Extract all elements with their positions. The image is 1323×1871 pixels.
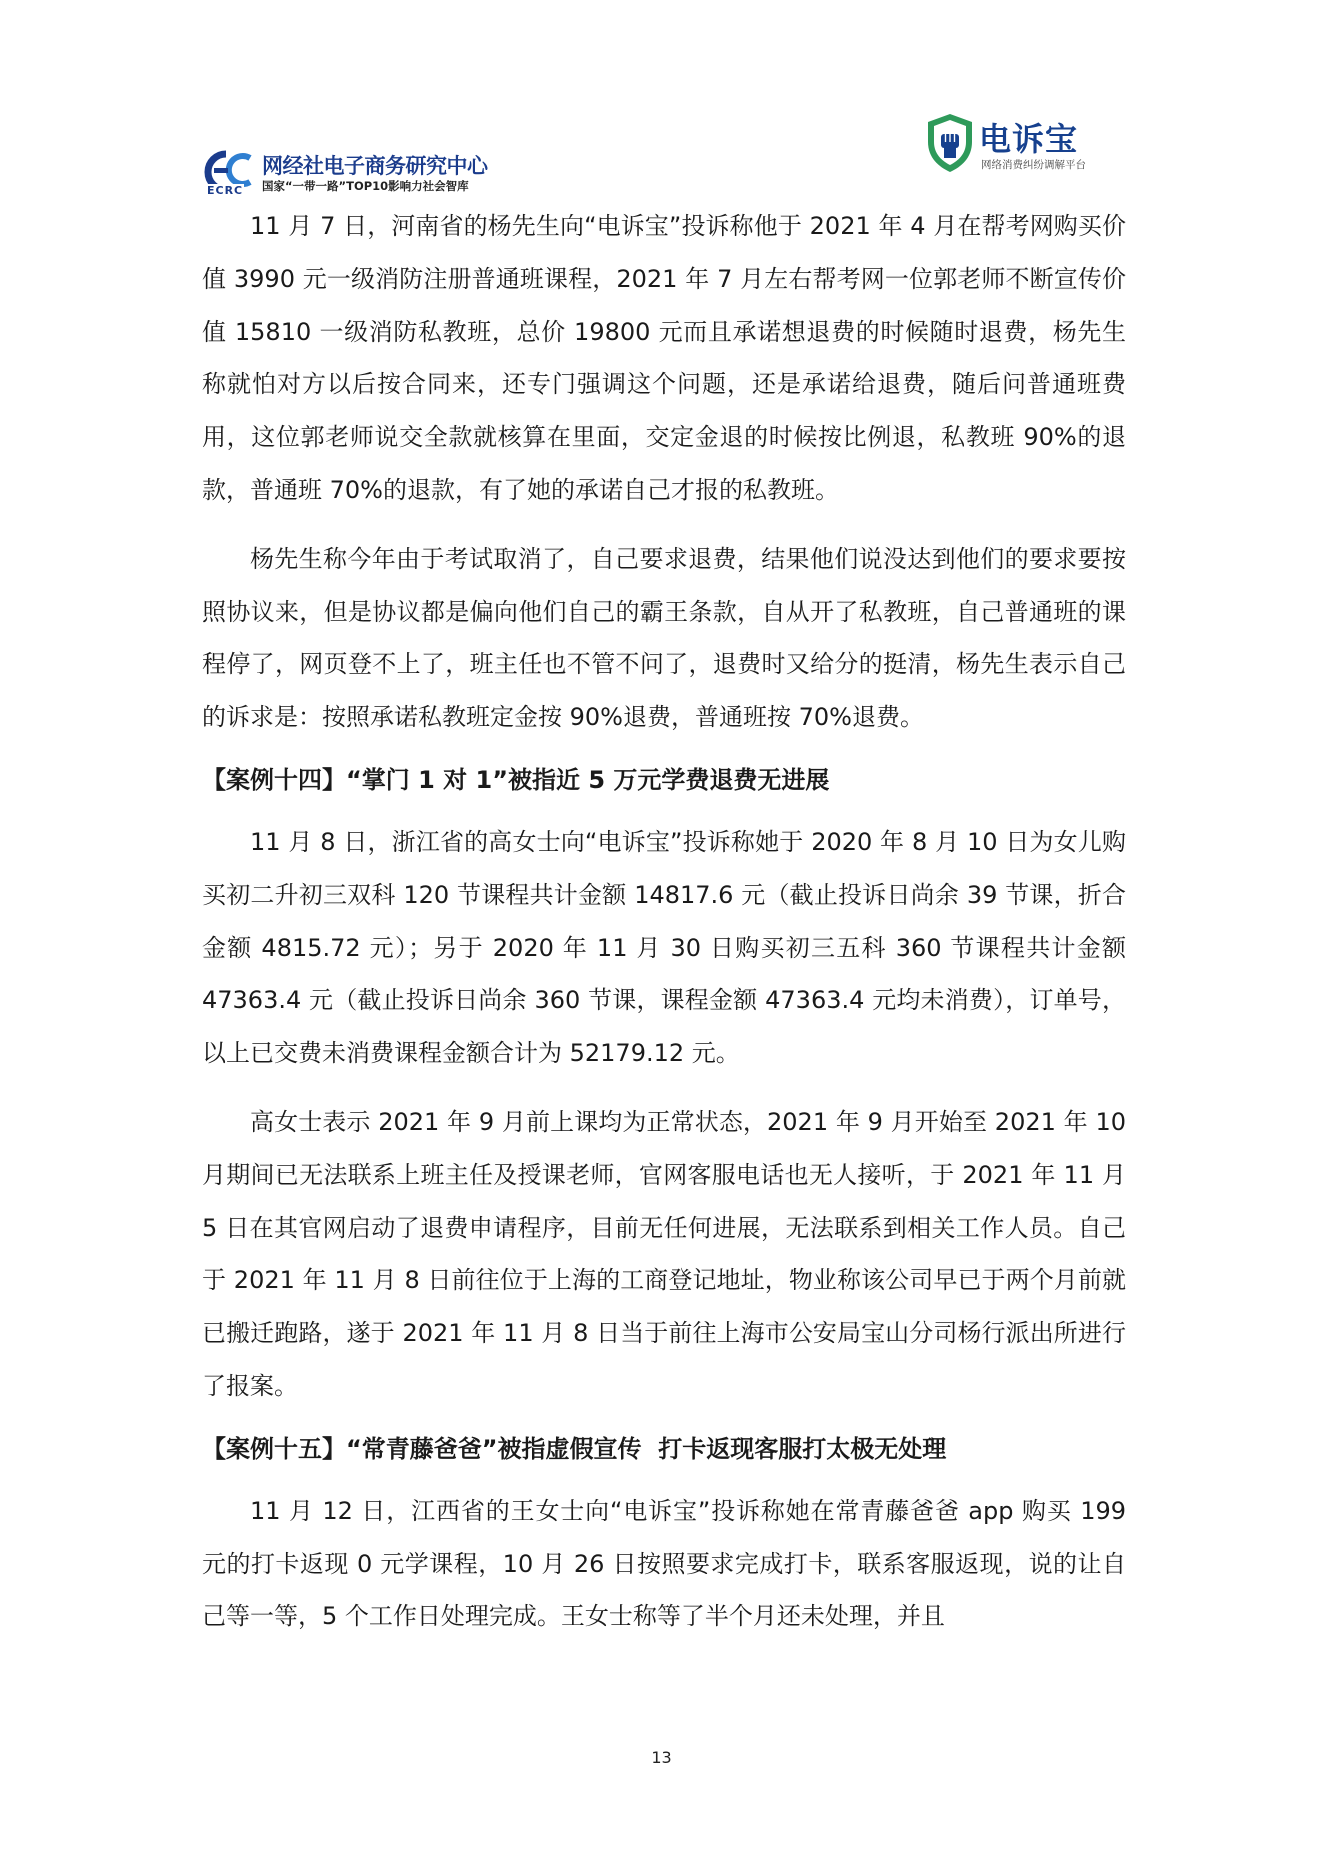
ecrc-logo (200, 148, 500, 198)
dianshubao-title: 电诉宝 (979, 120, 1079, 158)
case-14-heading: 【案例十四】“掌门 1 对 1”被指近 5 万元学费退费无进展 (202, 765, 830, 794)
shield-fist-icon (925, 112, 975, 174)
ecrc-title: 网经社电子商务研究中心 (262, 154, 488, 178)
paragraph-case14-part1: 11 月 8 日，浙江省的高女士向“电诉宝”投诉称她于 2020 年 8 月 10 日为女儿购买初二升初三双科 120 节课程共计金额 14817.6 元（截止投诉日尚余 39 节课，折合金额 4815.72 元）；另于 2020 年 11 月 30 日购买初三五科 360 节课程共计金额 47363.4 元（截止投诉日尚余 360 节课，课程金额 47363.4 元均未消费），订单号，以上已交费未消费课程金额合计为 52179.12 元。 (202, 827, 1126, 1068)
case-15-heading: 【案例十五】“常青藤爸爸”被指虚假宣传 打卡返现客服打太极无处理 (202, 1434, 947, 1463)
paragraph-case14-part2: 高女士表示 2021 年 9 月前上课均为正常状态，2021 年 9 月开始至 2021 年 10 月期间已无法联系上班主任及授课老师，官网客服电话也无人接听，于 2021 年 11 月 5 日在其官网启动了退费申请程序，目前无任何进展，无法联系到相关工作人员。自己于 2021 年 11 月 8 日前往位于上海的工商登记地址，物业称该公司早已于两个月前就已搬迁跑路，遂于 2021 年 11 月 8 日当于前往上海市公安局宝山分司杨行派出所进行了报案。 (202, 1107, 1126, 1400)
ecrc-sub-text: ECRC (207, 184, 244, 197)
page-header (0, 0, 1323, 205)
paragraph-case13-part1: 11 月 7 日，河南省的杨先生向“电诉宝”投诉称他于 2021 年 4 月在帮考网购买价值 3990 元一级消防注册普通班课程，2021 年 7 月左右帮考网一位郭老师不断宣传价值 15810 一级消防私教班，总价 19800 元而且承诺想退费的时候随时退费，杨先生称就怕对方以后按合同来，还专门强调这个问题，还是承诺给退费，随后问普通班费用，这位郭老师说交全款就核算在里面，交定金退的时候按比例退，私教班 90%的退款，普通班 70%的退款，有了她的承诺自己才报的私教班。 (202, 212, 1126, 504)
paragraph-case13-part2: 杨先生称今年由于考试取消了，自己要求退费，结果他们说没达到他们的要求要按照协议来，但是协议都是偏向他们自己的霸王条款，自从开了私教班，自己普通班的课程停了，网页登不上了，班主任也不管不问了，退费时又给分的挺清，杨先生表示自己的诉求是：按照承诺私教班定金按 90%退费，普通班按 70%退费。 (202, 544, 1126, 732)
document-body (202, 200, 1126, 1643)
dianshubao-logo (925, 112, 1125, 178)
dianshubao-tagline: 网络消费纠纷调解平台 (981, 159, 1086, 171)
ecrc-tagline: 国家“一带一路”TOP10影响力社会智库 (262, 179, 469, 193)
paragraph-case15-part1: 11 月 12 日，江西省的王女士向“电诉宝”投诉称她在常青藤爸爸 app 购买 199 元的打卡返现 0 元学课程，10 月 26 日按照要求完成打卡，联系客服返现，说的让自己等一等，5 个工作日处理完成。王女士称等了半个月还未处理，并且 (202, 1496, 1126, 1631)
page-number: 13 (651, 1748, 672, 1767)
